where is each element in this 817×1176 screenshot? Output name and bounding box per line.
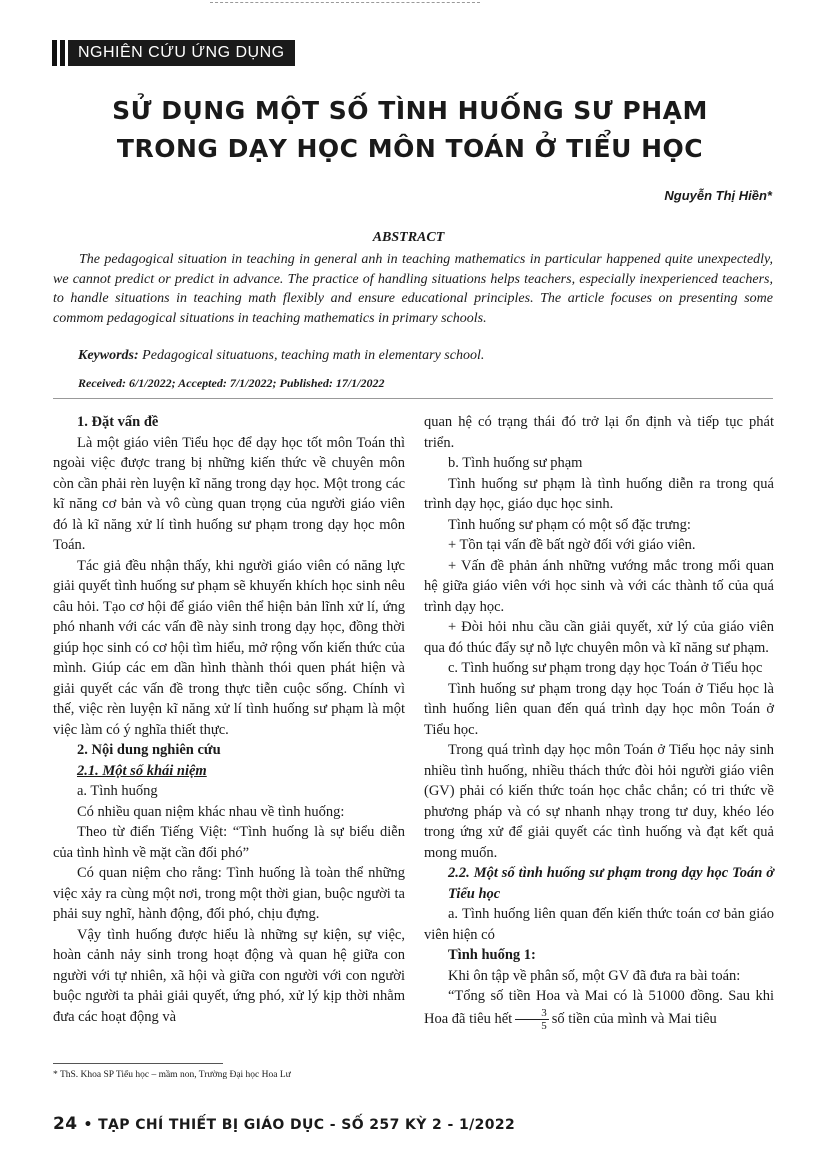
problem-text-start: “Tổng số tiền Hoa và Mai có là 51000 đồng. Sau khi Hoa đã tiêu hết: [424, 988, 774, 1027]
paragraph: + Tồn tại vấn đề bất ngờ đối với giáo viên.: [448, 537, 696, 553]
problem-text: [424, 986, 774, 1032]
paragraph: c. Tình huống sư phạm trong dạy học Toán ở Tiểu học: [448, 660, 763, 676]
article-title: [60, 92, 760, 168]
paragraph: Tình huống sư phạm có một số đặc trưng:: [448, 516, 691, 533]
heading-intro: 1. Đặt vấn đề: [77, 414, 159, 430]
author: Nguyễn Thị Hiền*: [664, 188, 772, 203]
abstract-text: The pedagogical situation in teaching in general anh in teaching mathematics in particular happened quite unexpectedly, we cannot predict or predict in advance. The practice of handling situations helps teachers, especially inexperienced teachers, to handle situations in teaching math flexibly and ensure educational principles. The article focuses on presenting some commom pedagogical situations in teaching mathematics in primary schools.: [53, 252, 773, 326]
subheading-concepts: [53, 761, 405, 782]
paragraph: Tác giả đều nhận thấy, khi người giáo viên có năng lực giải quyết tình huống sư phạm sẽ khuyến khích học sinh nêu câu hỏi. Tạo cơ hội để giáo viên thể hiện bản lĩnh xử lí, ứng phó nhanh với các vấn đề này sinh trong dạy học, đồng thời giúp học sinh có cơ hội tìm hiểu, mở rộng vốn kiến thức của mình. Giúp các em dần hình thành thói quen phát hiện và giải quyết các vấn đề trong thực tiễn cuộc sống. Chính vì thế, việc rèn luyện kĩ năng xử lí tình huống sư phạm là một việc làm có ý nghĩa thiết thực.: [53, 557, 405, 738]
section-tag: [52, 40, 295, 66]
subheading-situations: 2.2. Một số tình huống sư phạm trong dạy học Toán ở Tiểu học: [448, 865, 774, 902]
subheading-concepts-text: 2.1. Một số khái niệm: [77, 762, 207, 779]
tag-bar: [60, 40, 65, 66]
paragraph: Theo từ điển Tiếng Việt: “Tình huống là sự biểu diễn của tình hình về mặt cần đối phó”: [53, 824, 405, 861]
footnote: * ThS. Khoa SP Tiểu học – mầm non, Trường Đại học Hoa Lư: [53, 1070, 291, 1080]
tag-bar: [52, 40, 57, 66]
paragraph: Tình huống sư phạm trong dạy học Toán ở Tiểu học là tình huống liên quan đến quá trình dạy học môn Toán ở Tiểu học.: [424, 680, 774, 738]
page-number: 24: [53, 1114, 78, 1134]
keywords-text: Pedagogical situatuons, teaching math in elementary school.: [142, 348, 485, 363]
top-edge-marks: [210, 2, 480, 7]
section-tag-label: NGHIÊN CỨU ỨNG DỤNG: [68, 40, 295, 66]
abstract-heading: ABSTRACT: [372, 230, 445, 245]
paragraph: Tình huống sư phạm là tình huống diễn ra trong quá trình dạy học, giáo dục học sinh.: [424, 475, 774, 512]
paragraph: Là một giáo viên Tiểu học để dạy học tốt môn Toán thì ngoài việc được trang bị những kiến thức về chuyên môn còn cần phải rèn luyện kĩ năng trong dạy học. Một trong các kĩ năng cơ bản và vô cùng quan trọng của người giáo viên đó là kĩ năng xử lí tình huống sư phạm trong dạy học môn Toán.: [53, 434, 405, 553]
title-line-1: SỬ DỤNG MỘT SỐ TÌNH HUỐNG SƯ PHẠM: [112, 96, 708, 125]
divider: [53, 398, 773, 399]
paragraph: Có nhiều quan niệm khác nhau về tình huống:: [77, 803, 345, 820]
page-footer: [53, 1114, 515, 1134]
left-column: [53, 412, 405, 1027]
publication-dates: Received: 6/1/2022; Accepted: 7/1/2022; Published: 17/1/2022: [78, 376, 385, 390]
paragraph: + Đòi hỏi nhu cầu cần giải quyết, xử lý của giáo viên qua đó thúc đẩy sự nỗ lực chuyên môn và kĩ năng sư phạm.: [424, 619, 774, 656]
paragraph: a. Tình huống liên quan đến kiến thức toán cơ bản giáo viên hiện có: [424, 906, 774, 943]
paragraph: a. Tình huống: [77, 783, 158, 799]
paragraph: quan hệ có trạng thái đó trở lại ổn định và tiếp tục phát triển.: [424, 414, 774, 451]
fraction-numerator: 3: [515, 1007, 549, 1020]
right-column: [424, 412, 774, 1032]
paragraph: Vậy tình huống được hiểu là những sự kiện, sự việc, hoàn cảnh nảy sinh trong hoạt động và quan hệ giữa con người với tự nhiên, xã hội và giữa con người với con người buộc người ta phải giải quyết, ứng phó, xử lý kịp thời nhằm đưa các hoạt động và: [53, 926, 405, 1025]
paragraph: Khi ôn tập về phân số, một GV đã đưa ra bài toán:: [448, 967, 741, 984]
title-line-2: TRONG DẠY HỌC MÔN TOÁN Ở TIỂU HỌC: [116, 134, 704, 163]
situation-label: Tình huống 1:: [448, 947, 536, 963]
keywords-label: Keywords:: [78, 348, 139, 363]
footnote-divider: [53, 1063, 223, 1064]
paragraph: Có quan niệm cho rằng: Tình huống là toàn thể những việc xảy ra cùng một nơi, trong một thời gian, buộc người ta phải suy nghĩ, hành động, đối phó, chịu đựng.: [53, 865, 405, 922]
journal-name: • TẠP CHÍ THIẾT BỊ GIÁO DỤC - SỐ 257 KỲ 2 - 1/2022: [83, 1117, 516, 1133]
problem-text-end: số tiền của mình và Mai tiêu: [551, 1010, 717, 1027]
heading-content: 2. Nội dung nghiên cứu: [77, 742, 221, 758]
paragraph: + Vấn đề phản ánh những vướng mắc trong mối quan hệ giữa giáo viên với học sinh và với các thành tố của quá trình dạy học.: [424, 557, 774, 615]
paragraph: Trong quá trình dạy học môn Toán ở Tiểu học nảy sinh nhiều tình huống, nhiều thách thức đòi hỏi người giáo viên (GV) phải có kiến thức toán học chắc chắn; có tri thức về phương pháp và có sự nhanh nhạy trong tư duy, khéo léo trong ứng xử để giải quyết các tình huống và đạt kết quả mong muốn.: [424, 742, 774, 861]
keywords: [78, 348, 778, 364]
fraction-denominator: 5: [541, 1019, 547, 1032]
fraction: [515, 1007, 549, 1032]
paragraph: b. Tình huống sư phạm: [448, 455, 583, 471]
